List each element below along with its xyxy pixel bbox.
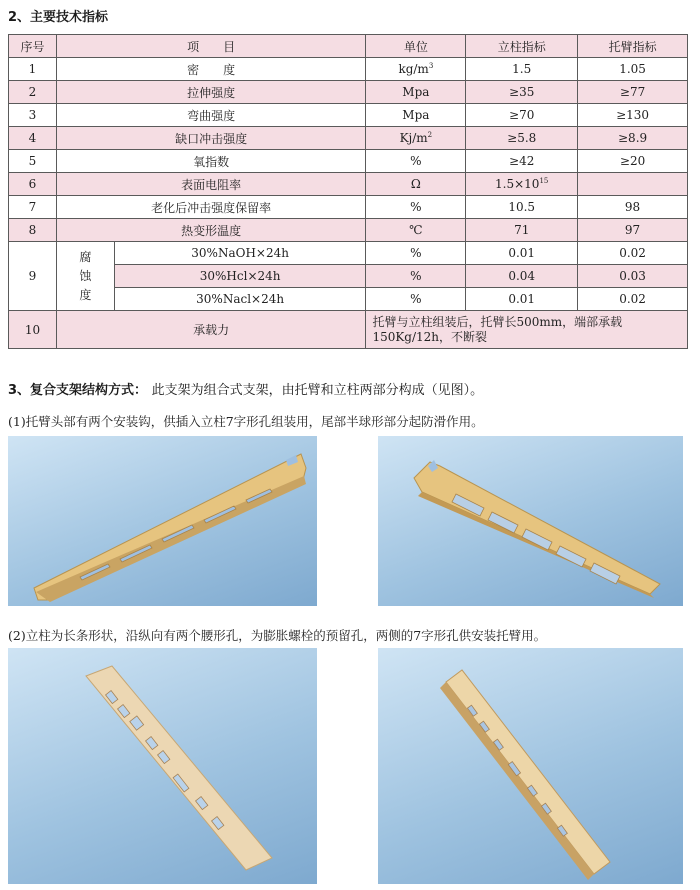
row-arm-value: 0.02 bbox=[578, 242, 688, 265]
row-post-value: 0.04 bbox=[466, 265, 578, 288]
load-description-line: 托臂与立柱组装后，托臂长500mm，端部承载 bbox=[372, 314, 623, 329]
corrosion-row bbox=[9, 242, 688, 265]
row-number: 8 bbox=[9, 219, 57, 242]
unit-text: Mpa bbox=[402, 85, 430, 99]
corrosion-label-char: 蚀 bbox=[79, 268, 92, 283]
row-arm-value: 98 bbox=[578, 196, 688, 219]
row-item: 承载力 bbox=[56, 311, 366, 349]
corrosion-label-char: 度 bbox=[79, 287, 92, 302]
table-header-row bbox=[9, 35, 688, 58]
spec-table bbox=[8, 34, 688, 349]
row-post-value bbox=[466, 219, 578, 242]
table-row bbox=[9, 150, 688, 173]
table-row bbox=[9, 219, 688, 242]
load-description bbox=[366, 311, 688, 349]
post-value-text: 10.5 bbox=[508, 200, 536, 214]
table-row bbox=[9, 58, 688, 81]
load-description-line: 150Kg/12h，不断裂 bbox=[372, 329, 488, 344]
arm-description: (1)托臂头部有两个安装钩，供插入立柱7字形孔组装用，尾部半球形部分起防滑作用。 bbox=[8, 414, 484, 429]
section-2-heading: 2、主要技术指标 bbox=[8, 10, 109, 25]
row-unit: % bbox=[366, 288, 466, 311]
post-value-text: 1.5 bbox=[512, 62, 532, 76]
row-post-value bbox=[466, 150, 578, 173]
row-number: 3 bbox=[9, 104, 57, 127]
row-number: 10 bbox=[9, 311, 57, 349]
table-header-cell: 项 目 bbox=[56, 35, 366, 58]
table-row bbox=[9, 196, 688, 219]
table-row bbox=[9, 81, 688, 104]
arm-photo-side bbox=[378, 436, 683, 606]
row-unit bbox=[366, 219, 466, 242]
table-header-cell: 立柱指标 bbox=[466, 35, 578, 58]
post-value-exponent: 15 bbox=[539, 177, 549, 185]
row-unit bbox=[366, 58, 466, 81]
row-post-value bbox=[466, 173, 578, 196]
row-number: 6 bbox=[9, 173, 57, 196]
unit-text: Kj/m bbox=[399, 131, 428, 145]
row-arm-value: 1.05 bbox=[578, 58, 688, 81]
table-row bbox=[9, 127, 688, 150]
arm-photo-flat bbox=[8, 436, 317, 606]
unit-text: % bbox=[410, 200, 422, 214]
row-item: 氧指数 bbox=[56, 150, 366, 173]
unit-text: Mpa bbox=[402, 108, 430, 122]
row-arm-value: ≥130 bbox=[578, 104, 688, 127]
row-post-value bbox=[466, 127, 578, 150]
row-item: 热变形温度 bbox=[56, 219, 366, 242]
post-value-text: ≥35 bbox=[509, 85, 535, 99]
corrosion-label bbox=[56, 242, 114, 311]
section-3-title: 3、复合支架结构方式： bbox=[8, 383, 148, 398]
row-number: 9 bbox=[9, 242, 57, 311]
unit-text: ℃ bbox=[409, 223, 423, 237]
unit-text: Ω bbox=[410, 177, 421, 191]
row-arm-value: ≥77 bbox=[578, 81, 688, 104]
row-unit: % bbox=[366, 265, 466, 288]
row-post-value: 0.01 bbox=[466, 288, 578, 311]
row-item: 老化后冲击强度保留率 bbox=[56, 196, 366, 219]
row-arm-value: 0.03 bbox=[578, 265, 688, 288]
table-header-cell: 单位 bbox=[366, 35, 466, 58]
section-3-heading bbox=[8, 379, 483, 398]
row-unit bbox=[366, 127, 466, 150]
row-number: 5 bbox=[9, 150, 57, 173]
post-value-text: ≥5.8 bbox=[507, 131, 537, 145]
row-arm-value bbox=[578, 173, 688, 196]
table-row bbox=[9, 173, 688, 196]
section-3-intro: 此支架为组合式支架，由托臂和立柱两部分构成（见图）。 bbox=[151, 383, 484, 398]
unit-text: % bbox=[410, 154, 422, 168]
row-post-value bbox=[466, 196, 578, 219]
corrosion-label-char: 腐 bbox=[79, 249, 92, 264]
row-number: 2 bbox=[9, 81, 57, 104]
table-header-cell: 序号 bbox=[9, 35, 57, 58]
row-item: 表面电阻率 bbox=[56, 173, 366, 196]
row-post-value bbox=[466, 58, 578, 81]
row-arm-value: ≥8.9 bbox=[578, 127, 688, 150]
row-arm-value: ≥20 bbox=[578, 150, 688, 173]
row-item: 缺口冲击强度 bbox=[56, 127, 366, 150]
table-header-cell: 托臂指标 bbox=[578, 35, 688, 58]
corrosion-item: 30%Nacl×24h bbox=[114, 288, 366, 311]
row-number: 4 bbox=[9, 127, 57, 150]
post-value-text: ≥70 bbox=[509, 108, 535, 122]
unit-text: kg/m bbox=[398, 62, 429, 76]
table-row bbox=[9, 104, 688, 127]
row-item: 拉伸强度 bbox=[56, 81, 366, 104]
row-number: 1 bbox=[9, 58, 57, 81]
row-unit bbox=[366, 173, 466, 196]
unit-exponent: 3 bbox=[428, 62, 434, 70]
row-arm-value: 0.02 bbox=[578, 288, 688, 311]
post-photo-front bbox=[8, 648, 317, 884]
row-unit bbox=[366, 81, 466, 104]
post-description: (2)立柱为长条形状，沿纵向有两个腰形孔，为膨胀螺栓的预留孔，两侧的7字形孔供安装托臂用。 bbox=[8, 628, 547, 643]
post-value-text: ≥42 bbox=[509, 154, 535, 168]
row-unit bbox=[366, 196, 466, 219]
row-unit bbox=[366, 104, 466, 127]
corrosion-item: 30%NaOH×24h bbox=[114, 242, 366, 265]
post-value-text: 71 bbox=[514, 223, 530, 237]
row-unit bbox=[366, 150, 466, 173]
corrosion-item: 30%Hcl×24h bbox=[114, 265, 366, 288]
post-photo-side bbox=[378, 648, 683, 884]
row-post-value bbox=[466, 81, 578, 104]
row-arm-value: 97 bbox=[578, 219, 688, 242]
unit-exponent: 2 bbox=[427, 131, 433, 139]
row-post-value bbox=[466, 104, 578, 127]
row-item: 密 度 bbox=[56, 58, 366, 81]
row-post-value: 0.01 bbox=[466, 242, 578, 265]
load-row bbox=[9, 311, 688, 349]
row-number: 7 bbox=[9, 196, 57, 219]
row-item: 弯曲强度 bbox=[56, 104, 366, 127]
row-unit: % bbox=[366, 242, 466, 265]
post-value-text: 1.5×10 bbox=[495, 177, 540, 191]
